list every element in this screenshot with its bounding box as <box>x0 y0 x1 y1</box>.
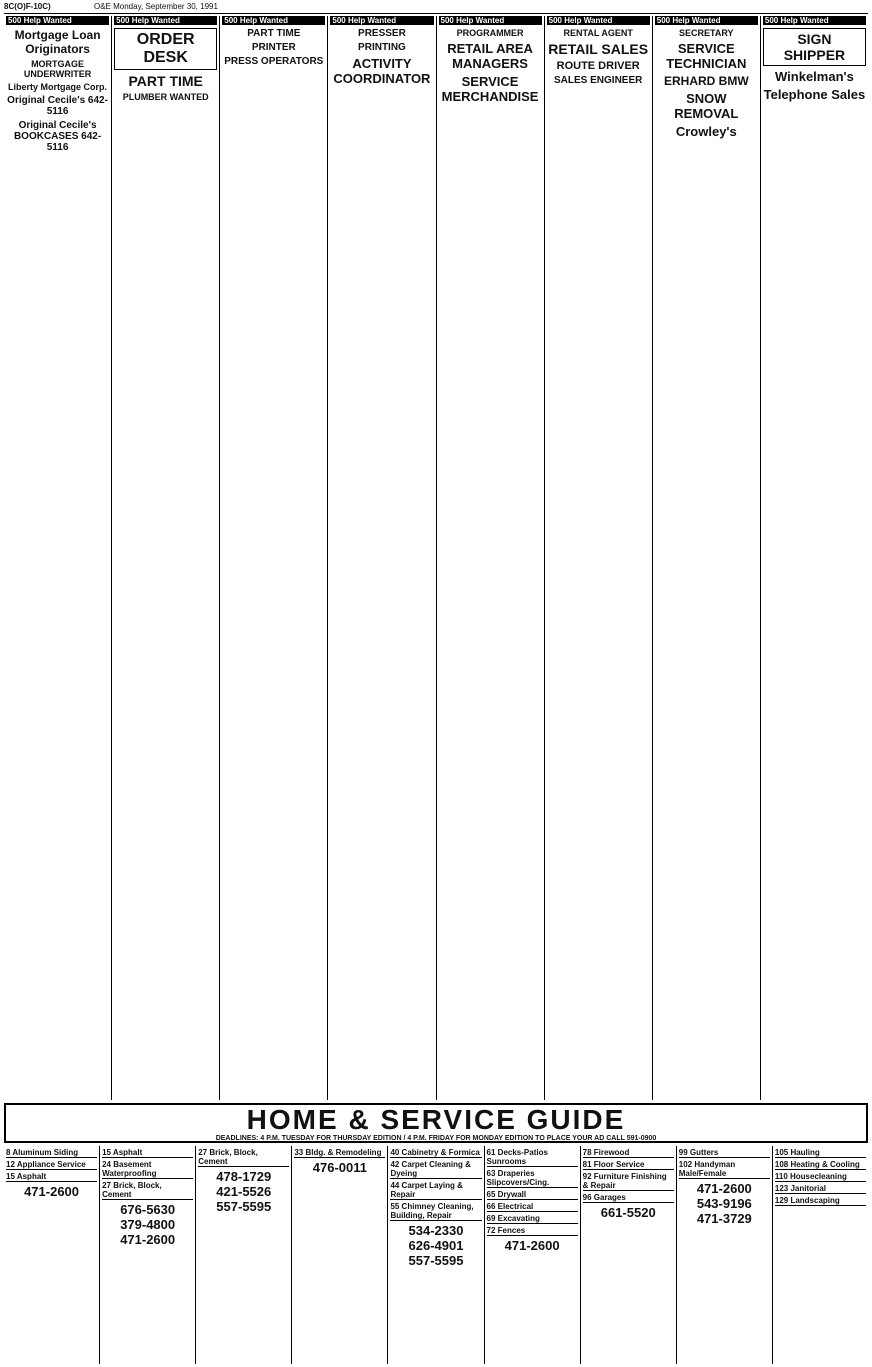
ad-title: Original Cecile's BOOKCASES 642-5116 <box>13 120 102 153</box>
column-header: 500 Help Wanted <box>330 16 433 25</box>
ad-title: PLUMBER WANTED <box>122 92 209 102</box>
guide-column <box>581 1146 677 1364</box>
guide-category: 110 Housecleaning <box>775 1172 866 1182</box>
ad-title: SIGN SHIPPER <box>763 28 866 66</box>
column-1 <box>4 16 112 1100</box>
guide-column <box>292 1146 388 1364</box>
ad-title: RETAIL AREA MANAGERS <box>447 41 533 71</box>
ad-phone-number: 421-5526 <box>216 1184 272 1199</box>
section-code: 8C(O)F-10C) <box>4 2 51 11</box>
guide-category: 105 Hauling <box>775 1148 866 1158</box>
column-header: 500 Help Wanted <box>114 16 217 25</box>
guide-column <box>100 1146 196 1364</box>
ad-title: SERVICE MERCHANDISE <box>441 74 539 104</box>
guide-title: HOME & SERVICE GUIDE <box>246 1104 626 1135</box>
ad-title: ACTIVITY COORDINATOR <box>333 56 431 86</box>
ad-phone-number: 534-2330 <box>408 1223 464 1238</box>
ad-title: ERHARD BMW <box>663 74 749 88</box>
guide-category: 33 Bldg. & Remodeling <box>294 1148 385 1158</box>
guide-category: 96 Garages <box>583 1193 674 1203</box>
ad-title: SERVICE TECHNICIAN <box>666 41 747 71</box>
ad-title: ORDER DESK <box>114 28 217 70</box>
column-header: 500 Help Wanted <box>6 16 109 25</box>
guide-category: 129 Landscaping <box>775 1196 866 1206</box>
guide-column <box>196 1146 292 1364</box>
ad-phone-number: 557-5595 <box>408 1253 464 1268</box>
ad-title: PART TIME <box>247 28 301 39</box>
guide-deadlines: DEADLINES: 4 P.M. TUESDAY FOR THURSDAY EDITION / 4 P.M. FRIDAY FOR MONDAY EDITION TO PLACE YOUR AD CALL 591-0900 <box>215 1135 657 1142</box>
guide-category: 40 Cabinetry & Formica <box>390 1148 480 1157</box>
ad-title: PRESSER <box>358 28 406 39</box>
ad-title: PROGRAMMER <box>456 28 524 38</box>
guide-category: 92 Furniture Finishing & Repair <box>583 1172 674 1191</box>
ad-phone-number: 557-5595 <box>216 1199 272 1214</box>
ad-phone-number: 626-4901 <box>408 1238 464 1253</box>
guide-category: 61 Decks-Patios Sunrooms <box>487 1148 578 1167</box>
guide-category: 42 Carpet Cleaning & Dyeing <box>390 1160 481 1179</box>
column-8 <box>761 16 868 1100</box>
help-wanted-section <box>4 16 868 1100</box>
column-header: 500 Help Wanted <box>655 16 758 25</box>
column-6 <box>545 16 653 1100</box>
guide-category: 15 Asphalt <box>6 1172 97 1182</box>
ad-title: SECRETARY <box>679 28 734 38</box>
ad-phone-number: 543-9196 <box>696 1196 752 1211</box>
ad-title: PART TIME <box>128 73 203 89</box>
service-guide-section <box>4 1146 868 1364</box>
guide-category: 44 Carpet Laying & Repair <box>390 1181 481 1200</box>
guide-category: 63 Draperies Slipcovers/Cing. <box>487 1169 578 1188</box>
ad-phone-number: 478-1729 <box>216 1169 272 1184</box>
masthead <box>4 2 868 14</box>
ad-title: Crowley's <box>675 124 737 139</box>
ad-title: ROUTE DRIVER <box>556 60 640 72</box>
column-header: 500 Help Wanted <box>547 16 650 25</box>
guide-category: 72 Fences <box>487 1226 578 1236</box>
ad-phone-number: 471-2600 <box>24 1184 80 1199</box>
home-service-guide-banner <box>4 1103 868 1143</box>
ad-title: Original Cecile's 642-5116 <box>7 95 108 117</box>
guide-category: 99 Gutters <box>679 1148 770 1158</box>
ad-title: PRINTING <box>358 42 406 53</box>
ad-title: PRESS OPERATORS <box>224 56 324 67</box>
guide-category: 81 Floor Service <box>583 1160 674 1170</box>
ad-phone-number: 471-2600 <box>120 1232 176 1247</box>
ad-title: Mortgage Loan Originators <box>14 28 101 56</box>
guide-category: 66 Electrical <box>487 1202 578 1212</box>
guide-column <box>4 1146 100 1364</box>
ad-title: Liberty Mortgage Corp. <box>8 82 108 92</box>
guide-category: 12 Appliance Service <box>6 1160 97 1170</box>
column-header: 500 Help Wanted <box>222 16 325 25</box>
guide-category: 123 Janitorial <box>775 1184 866 1194</box>
ad-title: Telephone Sales <box>763 87 866 102</box>
ad-phone-number: 471-3729 <box>696 1211 752 1226</box>
column-5 <box>437 16 545 1100</box>
ad-phone-number: 676-5630 <box>120 1202 176 1217</box>
ad-title: SALES ENGINEER <box>554 75 643 86</box>
column-4 <box>328 16 436 1100</box>
ad-title: RETAIL SALES <box>548 41 649 57</box>
ad-phone-number: 379-4800 <box>120 1217 176 1232</box>
guide-category: 69 Excavating <box>487 1214 578 1224</box>
guide-category: 27 Brick, Block, Cement <box>198 1148 289 1167</box>
column-3 <box>220 16 328 1100</box>
ad-title: Winkelman's <box>775 69 854 84</box>
ad-phone-number: 471-2600 <box>696 1181 752 1196</box>
ad-title: MORTGAGE UNDERWRITER <box>23 59 92 79</box>
ad-phone-number: 471-2600 <box>504 1238 560 1253</box>
column-header: 500 Help Wanted <box>439 16 542 25</box>
guide-category: 108 Heating & Cooling <box>775 1160 866 1170</box>
guide-column <box>485 1146 581 1364</box>
column-7 <box>653 16 761 1100</box>
ad-phone-number: 661-5520 <box>600 1205 656 1220</box>
ad-title: RENTAL AGENT <box>563 28 633 38</box>
guide-column <box>773 1146 868 1364</box>
guide-column <box>388 1146 484 1364</box>
guide-category: 24 Basement Waterproofing <box>102 1160 193 1179</box>
guide-category: 65 Drywall <box>487 1190 578 1200</box>
column-2 <box>112 16 220 1100</box>
guide-category: 27 Brick, Block, Cement <box>102 1181 193 1200</box>
column-header: 500 Help Wanted <box>763 16 866 25</box>
guide-category: 78 Firewood <box>583 1148 674 1158</box>
guide-category: 102 Handyman Male/Female <box>679 1160 770 1179</box>
publication-date: O&E Monday, September 30, 1991 <box>94 2 218 11</box>
ad-title: SNOW REMOVAL <box>674 91 739 121</box>
guide-category: 15 Asphalt <box>102 1148 193 1158</box>
guide-category: 55 Chimney Cleaning, Building, Repair <box>390 1202 481 1221</box>
ad-title: PRINTER <box>251 42 296 53</box>
guide-category: 8 Aluminum Siding <box>6 1148 97 1158</box>
ad-phone-number: 476-0011 <box>312 1160 367 1175</box>
guide-column <box>677 1146 773 1364</box>
